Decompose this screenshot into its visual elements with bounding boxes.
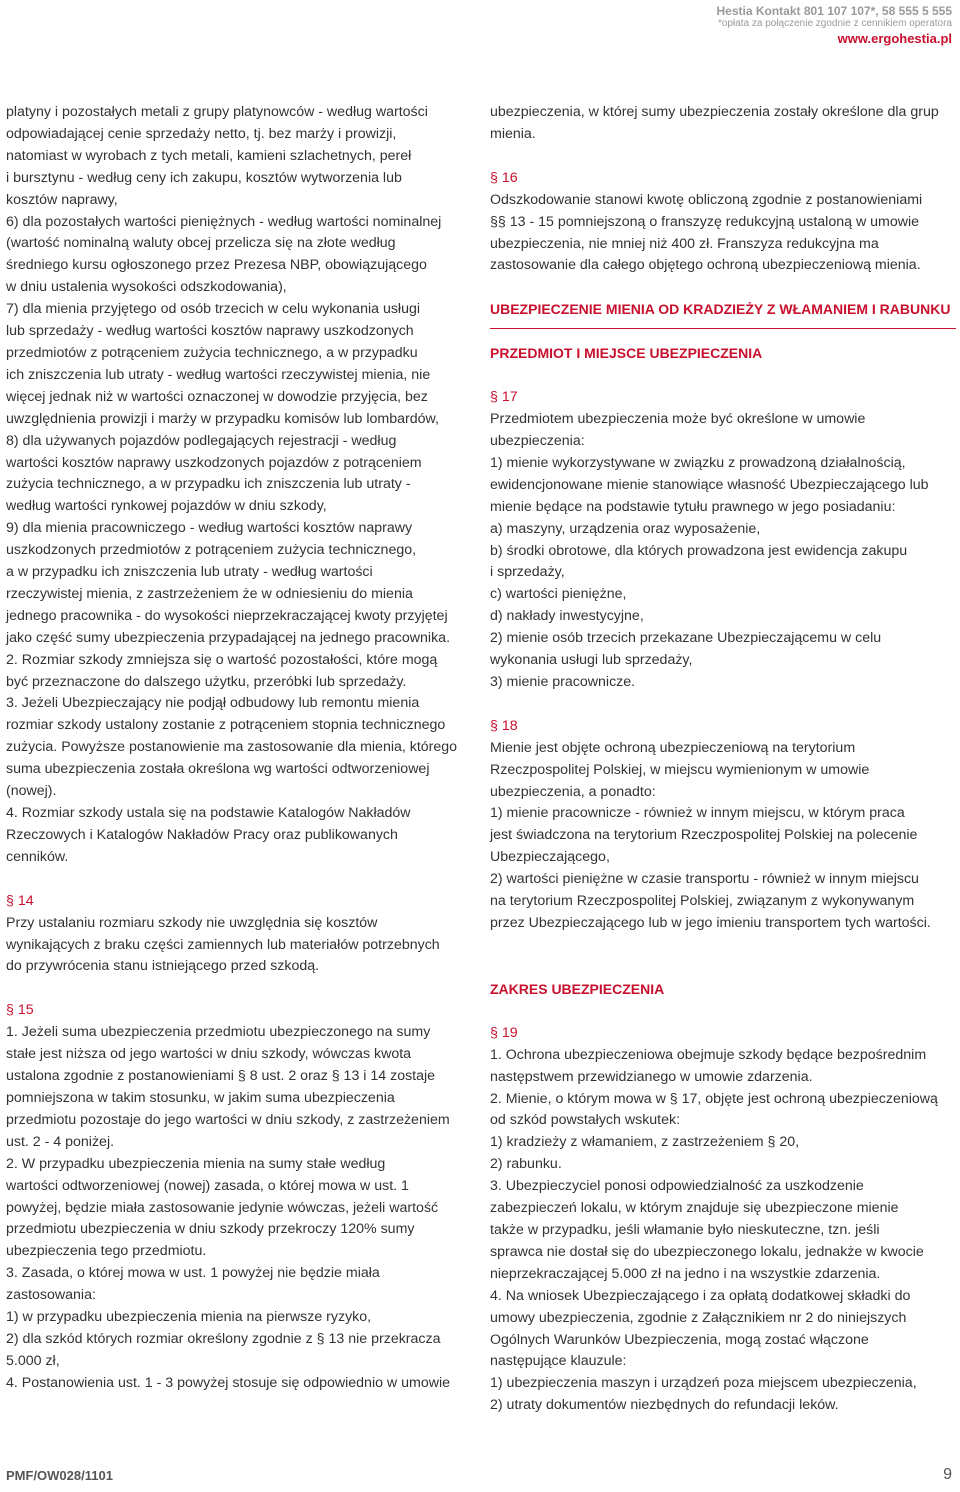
text-line: ubezpieczenia tego przedmiotu. xyxy=(6,1243,207,1260)
text-line: (nowej). xyxy=(6,783,57,800)
text-line: wartości odtworzeniowej (nowej) zasada, o której mowa w ust. 1 xyxy=(6,1177,409,1194)
text-line: Odszkodowanie stanowi kwotę obliczoną zgodnie z postanowieniami xyxy=(490,191,923,208)
text-line: 8) dla używanych pojazdów podlegających rejestracji - według xyxy=(6,432,397,449)
text-line: ust. 2 - 4 poniżej. xyxy=(6,1133,115,1150)
text-line: 1) mienie pracownicze - również w innym miejscu, w którym praca xyxy=(490,805,905,822)
text-line: w dniu ustalenia wysokości odszkodowania), xyxy=(6,279,287,296)
page-header xyxy=(717,4,953,47)
text-line: ubezpieczenia, nie mniej niż 400 zł. Franszyza redukcyjna ma xyxy=(490,235,879,252)
text-line: 1) kradzieży z włamaniem, z zastrzeżeniem § 20, xyxy=(490,1134,800,1151)
heading-subject-and-place: PRZEDMIOT I MIEJSCE UBEZPIECZENIA xyxy=(490,345,763,362)
text-line: pomniejszona w takim stosunku, w jakim suma ubezpieczenia xyxy=(6,1089,395,1106)
text-line: 9) dla mienia pracowniczego - według wartości kosztów naprawy xyxy=(6,520,413,537)
page-number: 9 xyxy=(943,1466,952,1483)
text-line: ubezpieczenia, w której sumy ubezpieczenia zostały określone dla grup xyxy=(490,104,939,120)
text-line: 1) mienie wykorzystywane w związku z prowadzoną działalnością, xyxy=(490,454,906,471)
text-line: b) środki obrotowe, dla których prowadzona jest ewidencja zakupu xyxy=(490,542,908,559)
text-line: 4. Rozmiar szkody ustala się na podstawie Katalogów Nakładów xyxy=(6,805,411,821)
text-line: 1. Jeżeli suma ubezpieczenia przedmiotu ubezpieczonego na sumy xyxy=(6,1024,431,1041)
text-line: i sprzedaży, xyxy=(490,564,565,581)
text-line: jest świadczona na terytorium Rzeczpospolitej Polskiej na polecenie xyxy=(490,827,918,844)
section-15-number: § 15 xyxy=(6,1002,34,1019)
text-line: zużycia technicznego, a w przypadku ich zniszczenia lub utraty - xyxy=(6,476,411,493)
text-line: Mienie jest objęte ochroną ubezpieczeniową na terytorium xyxy=(490,739,856,756)
text-line: ubezpieczenia, a ponadto: xyxy=(490,783,656,800)
text-line: 4. Postanowienia ust. 1 - 3 powyżej stosuje się odpowiednio w umowie xyxy=(6,1374,450,1391)
text-line: zabezpieczeń lokalu, w którym znajduje się ubezpieczone mienie xyxy=(490,1200,899,1217)
text-line: 3. Jeżeli Ubezpieczający nie podjął odbudowy lub remontu mienia xyxy=(6,695,420,712)
section-14-body xyxy=(6,913,472,979)
text-line: być przeznaczone do dalszego użytku, przeróbki lub sprzedaży. xyxy=(6,673,407,690)
text-line: przedmiotu pozostaje do jego wartości w dniu szkody, z zastrzeżeniem xyxy=(6,1111,450,1128)
text-line: zużycia. Powyższe postanowienie ma zastosowanie dla mienia, którego xyxy=(6,739,458,756)
heading-burglary-insurance: UBEZPIECZENIE MIENIA OD KRADZIEŻY Z WŁAMANIEM I RABUNKU xyxy=(490,299,956,329)
left-continued-text xyxy=(6,102,472,869)
text-line: wykonania usługi lub sprzedaży, xyxy=(490,652,693,669)
text-line: ewidencjonowane mienie stanowiące własność Ubezpieczającego lub xyxy=(490,476,929,493)
text-line: a) maszyny, urządzenia oraz wyposażenie, xyxy=(490,520,761,537)
section-18-body xyxy=(490,738,956,935)
text-line: także w przypadku, jeśli włamanie było nieskuteczne, tzn. jeśli xyxy=(490,1221,880,1238)
text-line: ustalona zgodnie z postanowieniami § 8 ust. 2 oraz § 13 i 14 zostaje xyxy=(6,1068,436,1085)
right-continued-text xyxy=(490,102,956,146)
text-line: stałe jest niższa od jego wartości w dniu szkody, wówczas kwota xyxy=(6,1046,412,1063)
text-line: wynikających z braku części zamiennych lub materiałów potrzebnych xyxy=(6,936,440,953)
text-line: zastosowania: xyxy=(6,1287,96,1304)
text-line: 3. Ubezpieczyciel ponosi odpowiedzialność za uszkodzenie xyxy=(490,1178,864,1195)
text-line: 2) utraty dokumentów niezbędnych do refundacji leków. xyxy=(490,1397,839,1414)
text-line: ich zniszczenia lub utraty - według wartości rzeczywistej mienia, nie xyxy=(6,366,431,383)
text-line: 1. Ochrona ubezpieczeniowa obejmuje szkody będące bezpośrednim xyxy=(490,1046,927,1063)
text-line: 1) w przypadku ubezpieczenia mienia na pierwsze ryzyko, xyxy=(6,1309,372,1326)
text-line: cenników. xyxy=(6,848,69,865)
section-17-number: § 17 xyxy=(490,389,518,406)
text-line: suma ubezpieczenia została określona wg wartości odtworzeniowej xyxy=(6,761,430,778)
heading-scope: ZAKRES UBEZPIECZENIA xyxy=(490,980,665,997)
section-16-body xyxy=(490,190,956,278)
website-link[interactable]: www.ergohestia.pl xyxy=(837,31,952,46)
text-line: 3) mienie pracownicze. xyxy=(490,673,636,690)
text-line: jednego pracownika - do wysokości nieprzekraczającej kwoty przyjętej xyxy=(6,607,448,624)
text-line: 2. Rozmiar szkody zmniejsza się o wartość pozostałości, które mogą xyxy=(6,651,438,668)
right-column xyxy=(490,102,956,1417)
text-line: natomiast w wyrobach z tych metali, kamieni szlachetnych, pereł xyxy=(6,147,412,164)
text-line: mienie będące na podstawie tytułu prawnego w jego posiadaniu: xyxy=(490,498,896,515)
section-15-body xyxy=(6,1022,472,1394)
text-line: na terytorium Rzeczpospolitej Polskiej, związanym z wykonywanym xyxy=(490,893,915,910)
text-line: więcej jednak niż w wartości oznaczonej w dowodzie przyjęcia, bez xyxy=(6,388,428,405)
text-line: według wartości rynkowej pojazdów w dniu szkody, xyxy=(6,498,327,515)
text-line: zastosowanie dla całego objętego ochroną ubezpieczeniową mienia. xyxy=(490,257,921,274)
section-16-number: § 16 xyxy=(490,169,518,186)
text-line: §§ 13 - 15 pomniejszoną o franszyzę redukcyjną ustaloną w umowie xyxy=(490,213,920,230)
text-line: lub sprzedaży - według wartości kosztów naprawy uszkodzonych xyxy=(6,323,414,340)
text-line: Ogólnych Warunków Ubezpieczenia, mogą zostać włączone xyxy=(490,1331,869,1348)
text-line: rozmiar szkody ustalony zostanie z potrąceniem stopnia technicznego xyxy=(6,717,446,734)
text-line: średniego kursu ogłoszonego przez Prezesa NBP, obowiązującego xyxy=(6,257,427,274)
text-line: sprawca nie dostał się do ubezpieczonego lokalu, jednakże w kwocie xyxy=(490,1243,924,1260)
text-line: rzeczywistej mienia, z zastrzeżeniem że w odniesieniu do mienia xyxy=(6,585,413,602)
text-line: platyny i pozostałych metali z grupy platynowców - według wartości xyxy=(6,104,428,120)
call-cost-note: *opłata za połączenie zgodnie z cennikiem operatora xyxy=(717,18,952,29)
text-line: 2) dla szkód których rozmiar określony zgodnie z § 13 nie przekracza xyxy=(6,1330,441,1347)
text-line: a w przypadku ich zniszczenia lub utraty - według wartości xyxy=(6,564,373,581)
left-column xyxy=(6,102,472,1395)
text-line: uszkodzonych przedmiotów z potrąceniem zużycia technicznego, xyxy=(6,542,417,559)
text-line: jako część sumy ubezpieczenia przypadającej na jednego pracownika. xyxy=(6,629,451,646)
text-line: do przywrócenia stanu istniejącego przed szkodą. xyxy=(6,958,320,975)
section-17-body xyxy=(490,409,956,694)
text-line: uwzględnienia prowizji i marży w przypadku komisów lub lombardów, xyxy=(6,410,439,427)
text-line: przedmiotu ubezpieczenia w dniu szkody przekroczy 120% sumy xyxy=(6,1221,415,1238)
text-line: Przy ustalaniu rozmiaru szkody nie uwzględnia się kosztów xyxy=(6,914,378,931)
text-line: 5.000 zł, xyxy=(6,1352,60,1369)
text-line: następstwem przewidzianego w umowie zdarzenia. xyxy=(490,1068,813,1085)
text-line: odpowiadającej cenie sprzedaży netto, tj. bez marży i prowizji, xyxy=(6,125,397,142)
section-14-number: § 14 xyxy=(6,892,34,909)
text-line: 2. W przypadku ubezpieczenia mienia na sumy stałe według xyxy=(6,1155,386,1172)
text-line: Ubezpieczającego, xyxy=(490,849,610,866)
section-18-number: § 18 xyxy=(490,717,518,734)
text-line: 2) mienie osób trzecich przekazane Ubezpieczającemu w celu xyxy=(490,630,882,647)
text-line: nieprzekraczającej 5.000 zł na jedno i na wszystkie zdarzenia. xyxy=(490,1265,881,1282)
text-line: przez Ubezpieczającego lub w jego imieniu transportem tych wartości. xyxy=(490,915,931,931)
text-line: od szkód powstałych wskutek: xyxy=(490,1112,681,1129)
text-line: przedmiotów z potrąceniem zużycia technicznego, a w przypadku xyxy=(6,344,418,361)
text-line: 3. Zasada, o której mowa w ust. 1 powyżej nie będzie miała xyxy=(6,1265,380,1282)
text-line: 7) dla mienia przyjętego od osób trzecich w celu wykonania usługi xyxy=(6,301,421,318)
text-line: i bursztynu - według ceny ich zakupu, kosztów wytworzenia lub xyxy=(6,169,402,186)
text-line: d) nakłady inwestycyjne, xyxy=(490,608,644,625)
text-line: mienia. xyxy=(490,125,536,142)
text-line: 6) dla pozostałych wartości pieniężnych - według wartości nominalnej xyxy=(6,213,442,230)
text-line: 2) wartości pieniężne w czasie transportu - również w innym miejscu xyxy=(490,871,919,888)
text-line: umowy ubezpieczenia, zgodnie z Załącznikiem nr 2 do niniejszych xyxy=(490,1309,907,1326)
text-line: Przedmiotem ubezpieczenia może być określone w umowie ubezpieczenia: xyxy=(490,411,866,449)
text-line: powyżej, będzie miała zastosowanie jedynie wówczas, jeżeli wartość xyxy=(6,1199,439,1216)
text-line: c) wartości pieniężne, xyxy=(490,586,627,603)
section-19-body xyxy=(490,1045,956,1417)
text-line: Rzeczowych i Katalogów Nakładów Pracy oraz publikowanych xyxy=(6,826,398,843)
hotline-text: Hestia Kontakt 801 107 107*, 58 555 5 555 xyxy=(716,4,952,18)
section-19-number: § 19 xyxy=(490,1024,518,1041)
text-line: wartości kosztów naprawy uszkodzonych pojazdów z potrąceniem xyxy=(6,454,422,471)
text-line: 4. Na wniosek Ubezpieczającego i za opłatą dodatkowej składki do xyxy=(490,1287,911,1304)
document-code: PMF/OW028/1101 xyxy=(6,1468,113,1483)
text-line: następujące klauzule: xyxy=(490,1353,627,1370)
text-line: 2) rabunku. xyxy=(490,1156,562,1173)
text-line: kosztów naprawy, xyxy=(6,191,118,208)
text-line: (wartość nominalną waluty obcej przelicza się na złote według xyxy=(6,235,396,252)
text-line: Rzeczpospolitej Polskiej, w miejscu wymienionym w umowie xyxy=(490,761,870,778)
text-line: 2. Mienie, o którym mowa w § 17, objęte jest ochroną ubezpieczeniową xyxy=(490,1090,938,1107)
text-line: 1) ubezpieczenia maszyn i urządzeń poza miejscem ubezpieczenia, xyxy=(490,1375,917,1392)
